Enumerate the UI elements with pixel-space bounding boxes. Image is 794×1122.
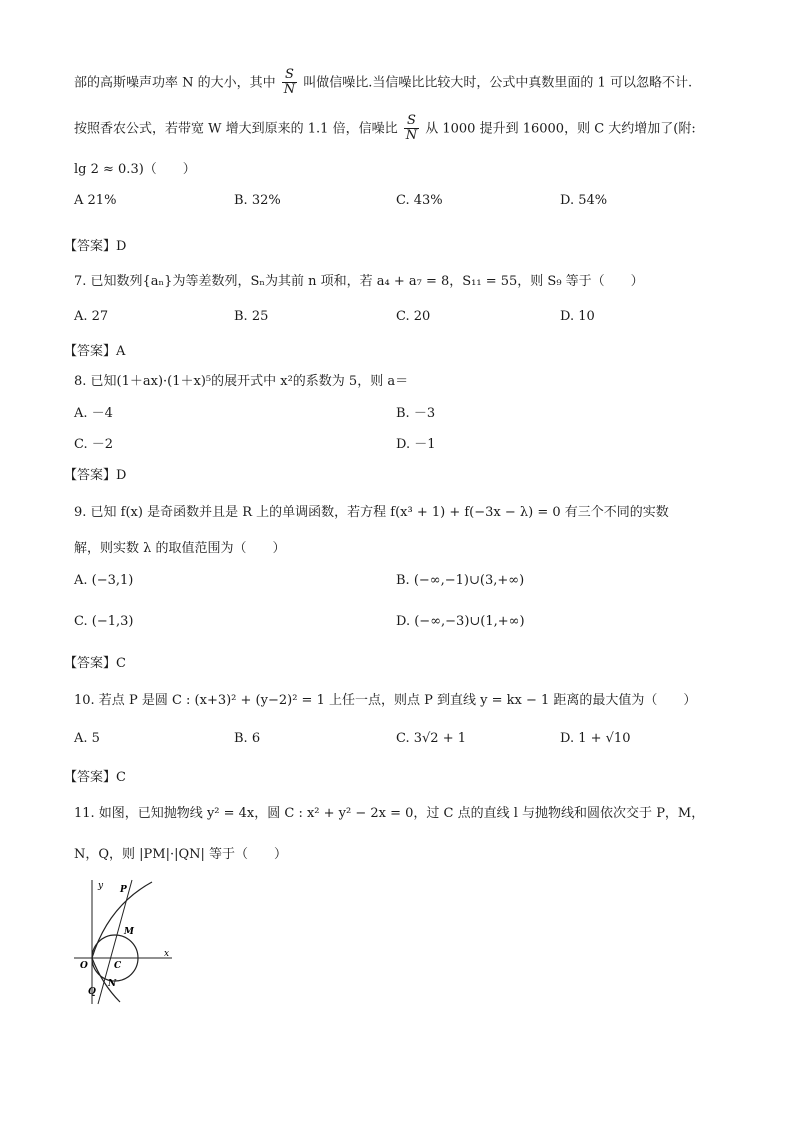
label-q: Q [88, 987, 96, 997]
frac-denominator-2: N [405, 128, 418, 144]
p11-stem-line2: N，Q，则 |PM|·|QN| 等于（ ） [74, 847, 288, 862]
p6-line1 [74, 68, 692, 98]
frac-denominator: N [283, 82, 296, 98]
p9-option-a: A. (−3,1) [74, 573, 134, 588]
p10-answer [64, 766, 126, 785]
p7-option-c: C. 20 [396, 309, 431, 324]
p8-option-a: A. －4 [74, 406, 113, 421]
p10-option-a: A. 5 [74, 731, 100, 746]
answer-tag: 【答案】 [64, 239, 117, 254]
answer-value: D [116, 239, 127, 254]
answer-value: C [116, 656, 126, 671]
p6-option-d: D. 54% [560, 193, 608, 208]
p6-text-c: 按照香农公式，若带宽 W 增大到原来的 1.1 倍，信噪比 [74, 121, 398, 137]
p9-answer [64, 652, 126, 671]
p9-option-c: C. (−1,3) [74, 614, 134, 629]
answer-value: A [116, 344, 126, 359]
p10-stem: 10. 若点 P 是圆 C : (x+3)² + (y−2)² = 1 上任一点，则点 P 到直线 y = kx − 1 距离的最大值为（ ） [74, 693, 697, 708]
frac-numerator: S [282, 68, 297, 83]
p8-answer [64, 464, 126, 483]
p10-option-d: D. 1 + √10 [560, 731, 631, 746]
p7-option-d: D. 10 [560, 309, 595, 324]
p6-option-a: A 21% [74, 193, 117, 208]
answer-value: D [116, 468, 127, 483]
p6-option-b: B. 32% [234, 193, 281, 208]
parabola-curve [92, 882, 152, 1002]
label-o: O [80, 961, 88, 971]
p9-option-b: B. (−∞,−1)∪(3,+∞) [396, 573, 525, 588]
label-p: P [120, 885, 127, 895]
label-n: N [108, 979, 117, 989]
p11-stem-line1: 11. 如图，已知抛物线 y² = 4x，圆 C : x² + y² − 2x = 0，过 C 点的直线 l 与抛物线和圆依次交于 P，M， [74, 806, 705, 821]
p8-option-b: B. －3 [396, 406, 436, 421]
p6-text-a: 部的高斯噪声功率 N 的大小，其中 [74, 75, 276, 91]
frac-numerator-2: S [404, 114, 419, 129]
answer-tag: 【答案】 [64, 468, 117, 483]
p8-option-c: C. －2 [74, 437, 114, 452]
p6-option-c: C. 43% [396, 193, 443, 208]
p6-line2 [74, 114, 696, 144]
parabola-circle-figure [68, 876, 178, 1006]
answer-tag: 【答案】 [64, 344, 117, 359]
p7-option-b: B. 25 [234, 309, 269, 324]
p6-text-b: 叫做信噪比.当信噪比比较大时，公式中真数里面的 1 可以忽略不计. [303, 75, 693, 91]
answer-tag: 【答案】 [64, 656, 117, 671]
p7-stem: 7. 已知数列{aₙ}为等差数列，Sₙ为其前 n 项和，若 a₄ + a₇ = 8，S₁₁ = 55，则 S₉ 等于（ ） [74, 274, 644, 289]
p10-option-b: B. 6 [234, 731, 261, 746]
snr-fraction [282, 68, 297, 98]
p6-line3: lg 2 ≈ 0.3)（ ） [74, 162, 196, 177]
label-y: y [98, 881, 104, 891]
p6-answer [64, 235, 126, 254]
label-m: M [124, 927, 134, 937]
label-x: x [164, 949, 170, 959]
p7-option-a: A. 27 [74, 309, 109, 324]
p9-stem-line1: 9. 已知 f(x) 是奇函数并且是 R 上的单调函数，若方程 f(x³ + 1) + f(−3x − λ) = 0 有三个不同的实数 [74, 505, 669, 520]
snr-fraction-2 [404, 114, 419, 144]
answer-value: C [116, 770, 126, 785]
p9-option-d: D. (−∞,−3)∪(1,+∞) [396, 614, 525, 629]
answer-tag: 【答案】 [64, 770, 117, 785]
p10-option-c: C. 3√2 + 1 [396, 731, 467, 746]
p6-text-d: 从 1000 提升到 16000，则 C 大约增加了(附: [425, 121, 696, 137]
label-c: C [114, 961, 122, 971]
p9-stem-line2: 解，则实数 λ 的取值范围为（ ） [74, 541, 286, 556]
p8-stem: 8. 已知(1＋ax)·(1＋x)⁵的展开式中 x²的系数为 5，则 a＝ [74, 374, 409, 389]
p7-answer [64, 340, 125, 359]
p8-option-d: D. －1 [396, 437, 436, 452]
